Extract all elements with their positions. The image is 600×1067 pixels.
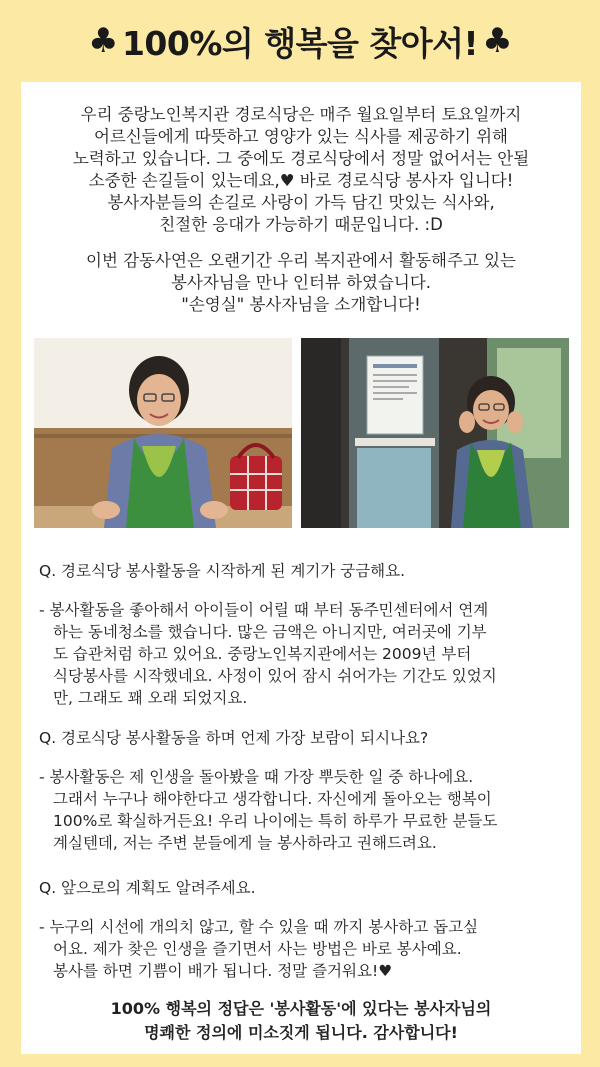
answer-line: 계실텐데, 저는 주변 분들에게 늘 봉사하라고 권해드려요.	[53, 834, 437, 852]
article-card	[21, 82, 581, 1054]
volunteer-photo-seated	[34, 338, 292, 528]
question-text: Q. 경로식당 봉사활동을 하며 언제 가장 보람이 되시나요?	[39, 729, 429, 747]
qa-block-3	[39, 877, 569, 982]
answer-line: 100%로 확실하거든요! 우리 나이에는 특히 하루가 무료한 분들도	[53, 812, 498, 830]
intro-line: "손영실" 봉사자님을 소개합니다!	[181, 295, 421, 314]
intro-line: 봉사자분들의 손길로 사랑이 가득 담긴 맛있는 식사와,	[107, 193, 495, 212]
intro-text	[21, 104, 581, 316]
question-text: Q. 경로식당 봉사활동을 시작하게 된 계기가 궁금해요.	[39, 562, 406, 580]
club-right-icon: ♣	[482, 21, 513, 61]
answer-line: 도 습관처럼 하고 있어요. 중랑노인복지관에서는 2009년 부터	[53, 645, 472, 663]
answer-line: 어요. 제가 찾은 인생을 즐기면서 사는 방법은 바로 봉사예요.	[53, 940, 462, 958]
closing-line: 명쾌한 정의에 미소짓게 됩니다. 감사합니다!	[144, 1023, 458, 1042]
closing-message	[21, 997, 581, 1045]
intro-line: 소중한 손길들이 있는데요,♥ 바로 경로식당 봉사자 입니다!	[88, 171, 514, 190]
answer-line: 봉사를 하면 기쁨이 배가 됩니다. 정말 즐거워요!♥	[53, 962, 393, 980]
answer-line: - 누구의 시선에 개의치 않고, 할 수 있을 때 까지 봉사하고 돕고싶	[39, 918, 479, 936]
closing-line: 100% 행복의 정답은 '봉사활동'에 있다는 봉사자님의	[110, 999, 492, 1018]
question-text: Q. 앞으로의 계획도 알려주세요.	[39, 879, 256, 897]
answer-line: - 봉사활동은 제 인생을 돌아봤을 때 가장 뿌듯한 일 중 하나에요.	[39, 768, 474, 786]
answer-line: - 봉사활동을 좋아해서 아이들이 어릴 때 부터 동주민센터에서 연계	[39, 601, 489, 619]
volunteer-photo-door	[301, 338, 569, 528]
answer-line: 하는 동네청소를 했습니다. 많은 금액은 아니지만, 여러곳에 기부	[53, 623, 487, 641]
intro-line: 노력하고 있습니다. 그 중에도 경로식당에서 정말 없어서는 안될	[72, 149, 530, 168]
club-left-icon: ♣	[87, 21, 118, 61]
page-title	[0, 0, 600, 82]
answer-line: 식당봉사를 시작했네요. 사정이 있어 잠시 쉬어가는 기간도 있었지	[53, 667, 497, 685]
intro-line: 봉사자님을 만나 인터뷰 하였습니다.	[170, 273, 432, 292]
qa-block-2	[39, 727, 569, 854]
intro-line: 우리 중랑노인복지관 경로식당은 매주 월요일부터 토요일까지	[80, 105, 522, 124]
intro-line: 어르신들에게 따뜻하고 영양가 있는 식사를 제공하기 위해	[93, 127, 508, 146]
answer-line: 만, 그래도 꽤 오래 되었지요.	[53, 689, 248, 707]
intro-line: 이번 감동사연은 오랜기간 우리 복지관에서 활동해주고 있는	[86, 251, 516, 270]
qa-block-1	[39, 560, 569, 709]
answer-line: 그래서 누구나 해야한다고 생각합니다. 자신에게 돌아오는 행복이	[53, 790, 492, 808]
intro-line: 친절한 응대가 가능하기 때문입니다. :D	[159, 215, 443, 234]
title-text: 100%의 행복을 찾아서!	[121, 23, 479, 63]
